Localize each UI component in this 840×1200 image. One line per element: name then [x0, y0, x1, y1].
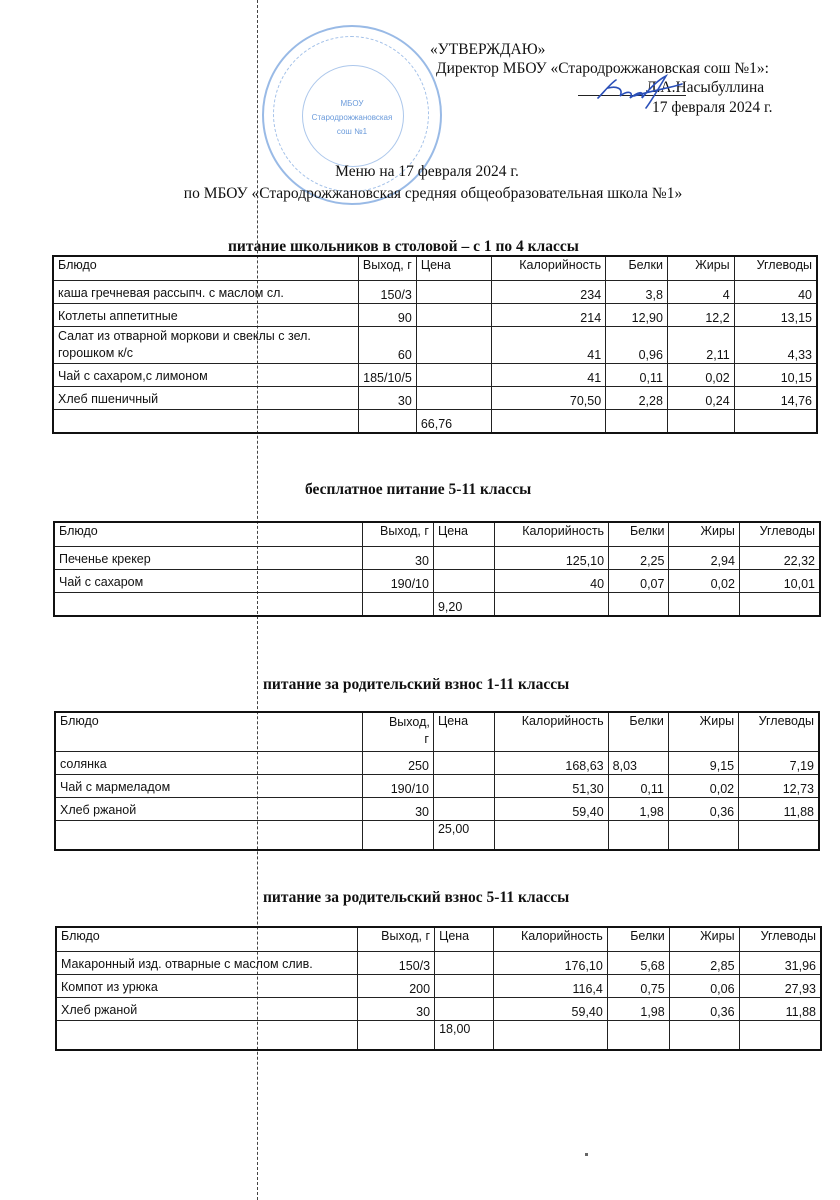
- total-price: 18,00: [435, 1021, 494, 1051]
- empty-cell: [362, 593, 433, 617]
- empty-cell: [734, 410, 817, 434]
- dish-carbs: 40: [734, 281, 817, 304]
- dish-price: [433, 775, 494, 798]
- dish-fat: 0,02: [668, 775, 738, 798]
- empty-cell: [668, 821, 738, 851]
- menu-subtitle: по МБОУ «Стародрожжановская средняя общеобразовательная школа №1»: [183, 185, 683, 202]
- col-fat: Жиры: [668, 712, 738, 752]
- dish-name: Котлеты аппетитные: [53, 304, 358, 327]
- dish-kcal: 234: [492, 281, 606, 304]
- total-row: [53, 410, 817, 434]
- dish-fat: 2,11: [667, 327, 734, 364]
- table-row: [55, 752, 819, 775]
- dish-fat: 12,2: [667, 304, 734, 327]
- dish-kcal: 176,10: [493, 952, 607, 975]
- dish-fat: 9,15: [668, 752, 738, 775]
- col-price: Цена: [435, 927, 494, 952]
- total-price: 25,00: [433, 821, 494, 851]
- col-dish: Блюдо: [56, 927, 358, 952]
- empty-cell: [362, 821, 433, 851]
- dish-carbs: 10,15: [734, 364, 817, 387]
- col-carbs: Углеводы: [739, 712, 819, 752]
- col-price: Цена: [416, 256, 492, 281]
- empty-cell: [492, 410, 606, 434]
- dish-fat: 4: [667, 281, 734, 304]
- col-carbs: Углеводы: [739, 522, 820, 547]
- empty-cell: [606, 410, 668, 434]
- dish-price: [416, 387, 492, 410]
- dish-price: [433, 798, 494, 821]
- section-title-1-4: питание школьников в столовой – с 1 по 4 классы: [228, 238, 579, 255]
- col-kcal: Калорийность: [492, 256, 606, 281]
- dish-name: Чай с мармеладом: [55, 775, 362, 798]
- dish-name: Хлеб ржаной: [55, 798, 362, 821]
- col-protein: Белки: [608, 712, 668, 752]
- dish-name: каша гречневая рассыпч. с маслом сл.: [53, 281, 358, 304]
- total-price: 66,76: [416, 410, 492, 434]
- table-row: [53, 327, 817, 364]
- dish-yield: 250: [362, 752, 433, 775]
- table-header: [55, 712, 819, 752]
- empty-cell: [609, 593, 669, 617]
- dish-kcal: 41: [492, 327, 606, 364]
- dish-kcal: 168,63: [495, 752, 608, 775]
- section-title-free-5-11: бесплатное питание 5-11 классы: [305, 481, 532, 498]
- dish-protein: 0,11: [608, 775, 668, 798]
- dish-carbs: 22,32: [739, 547, 820, 570]
- dish-name: Чай с сахаром,с лимоном: [53, 364, 358, 387]
- approval-date: 17 февраля 2024 г.: [652, 99, 773, 116]
- col-protein: Белки: [609, 522, 669, 547]
- col-price: Цена: [433, 522, 494, 547]
- empty-cell: [55, 821, 362, 851]
- col-price: Цена: [433, 712, 494, 752]
- dish-name: солянка: [55, 752, 362, 775]
- empty-cell: [607, 1021, 669, 1051]
- table-row: [56, 975, 821, 998]
- dish-carbs: 14,76: [734, 387, 817, 410]
- dish-fat: 0,02: [667, 364, 734, 387]
- dish-kcal: 41: [492, 364, 606, 387]
- menu-table-parent-5-11: [55, 926, 822, 1051]
- dish-name: Макаронный изд. отварные с маслом слив.: [56, 952, 358, 975]
- dish-protein: 1,98: [608, 798, 668, 821]
- col-yield-label: Выход, г: [388, 715, 430, 746]
- dish-fat: 0,24: [667, 387, 734, 410]
- col-yield: Выход, г: [358, 256, 416, 281]
- dish-price: [435, 998, 494, 1021]
- table-header: [53, 256, 817, 281]
- col-yield: Выход, г: [358, 927, 435, 952]
- dish-kcal: 70,50: [492, 387, 606, 410]
- dish-name: Печенье крекер: [54, 547, 362, 570]
- dish-kcal: 59,40: [493, 998, 607, 1021]
- empty-cell: [493, 1021, 607, 1051]
- empty-cell: [739, 821, 819, 851]
- stamp-line-3: сош №1: [336, 127, 368, 136]
- stamp-line-2: Стародрожжановская: [311, 113, 393, 122]
- signature-icon: [594, 74, 684, 110]
- empty-cell: [667, 410, 734, 434]
- empty-cell: [669, 1021, 739, 1051]
- col-kcal: Калорийность: [495, 522, 609, 547]
- dish-fat: 0,06: [669, 975, 739, 998]
- dish-carbs: 11,88: [739, 998, 821, 1021]
- dish-yield: 30: [358, 387, 416, 410]
- empty-cell: [608, 821, 668, 851]
- col-fat: Жиры: [667, 256, 734, 281]
- dish-kcal: 214: [492, 304, 606, 327]
- dish-carbs: 12,73: [739, 775, 819, 798]
- dish-price: [416, 281, 492, 304]
- dish-name: Хлеб пшеничный: [53, 387, 358, 410]
- empty-cell: [358, 1021, 435, 1051]
- table-row: [53, 304, 817, 327]
- dish-yield: 190/10: [362, 570, 433, 593]
- dish-kcal: 125,10: [495, 547, 609, 570]
- col-fat: Жиры: [669, 927, 739, 952]
- table-header: [54, 522, 820, 547]
- empty-cell: [54, 593, 362, 617]
- col-dish: Блюдо: [55, 712, 362, 752]
- dish-yield: 30: [358, 998, 435, 1021]
- section-title-parent-5-11: питание за родительский взнос 5-11 классы: [263, 889, 570, 906]
- dish-carbs: 4,33: [734, 327, 817, 364]
- table-row: [53, 364, 817, 387]
- table-row: [54, 547, 820, 570]
- dish-yield: 200: [358, 975, 435, 998]
- col-protein: Белки: [606, 256, 668, 281]
- dish-name: Хлеб ржаной: [56, 998, 358, 1021]
- dish-kcal: 116,4: [493, 975, 607, 998]
- dish-price: [416, 304, 492, 327]
- dish-yield: 30: [362, 547, 433, 570]
- dish-protein: 5,68: [607, 952, 669, 975]
- dish-kcal: 59,40: [495, 798, 608, 821]
- dish-protein: 1,98: [607, 998, 669, 1021]
- approval-position: Директор МБОУ «Стародрожжановская сош №1»:: [436, 60, 769, 77]
- table-row: [55, 775, 819, 798]
- menu-table-1-4: [52, 255, 818, 434]
- empty-cell: [739, 1021, 821, 1051]
- col-carbs: Углеводы: [734, 256, 817, 281]
- col-dish: Блюдо: [54, 522, 362, 547]
- dish-carbs: 13,15: [734, 304, 817, 327]
- approval-signatory: Л.А.Насыбуллина: [646, 79, 765, 96]
- dish-carbs: 11,88: [739, 798, 819, 821]
- dish-price: [433, 547, 494, 570]
- menu-table-parent-1-11: [54, 711, 820, 851]
- table-row: [56, 952, 821, 975]
- table-header: [56, 927, 821, 952]
- empty-cell: [495, 821, 608, 851]
- dish-yield: 185/10/5: [358, 364, 416, 387]
- dish-fat: 2,85: [669, 952, 739, 975]
- col-yield: [362, 712, 433, 752]
- dish-carbs: 27,93: [739, 975, 821, 998]
- dish-protein: 2,25: [609, 547, 669, 570]
- dish-protein: 0,07: [609, 570, 669, 593]
- dish-carbs: 31,96: [739, 952, 821, 975]
- dish-protein: 0,11: [606, 364, 668, 387]
- dish-name: Компот из урюка: [56, 975, 358, 998]
- dish-yield: 150/3: [358, 952, 435, 975]
- dish-yield: 150/3: [358, 281, 416, 304]
- total-price: 9,20: [433, 593, 494, 617]
- approval-heading: «УТВЕРЖДАЮ»: [430, 41, 546, 58]
- dish-yield: 190/10: [362, 775, 433, 798]
- table-row: [54, 570, 820, 593]
- dish-name: Салат из отварной моркови и свеклы с зел. горошком к/с: [53, 327, 358, 364]
- dish-price: [416, 327, 492, 364]
- scan-speck: [585, 1153, 588, 1156]
- dish-yield: 30: [362, 798, 433, 821]
- dish-price: [435, 952, 494, 975]
- dish-kcal: 40: [495, 570, 609, 593]
- empty-cell: [56, 1021, 358, 1051]
- col-carbs: Углеводы: [739, 927, 821, 952]
- empty-cell: [495, 593, 609, 617]
- menu-title: Меню на 17 февраля 2024 г.: [335, 163, 519, 180]
- dish-protein: 0,75: [607, 975, 669, 998]
- table-row: [53, 387, 817, 410]
- dish-protein: 2,28: [606, 387, 668, 410]
- empty-cell: [739, 593, 820, 617]
- stamp-line-1: МБОУ: [340, 99, 364, 108]
- dish-carbs: 7,19: [739, 752, 819, 775]
- col-dish: Блюдо: [53, 256, 358, 281]
- total-row: [56, 1021, 821, 1051]
- dish-protein: 3,8: [606, 281, 668, 304]
- dish-price: [435, 975, 494, 998]
- dish-yield: 60: [358, 327, 416, 364]
- dish-name: Чай с сахаром: [54, 570, 362, 593]
- dish-carbs: 10,01: [739, 570, 820, 593]
- empty-cell: [669, 593, 739, 617]
- dish-protein: 12,90: [606, 304, 668, 327]
- dish-kcal: 51,30: [495, 775, 608, 798]
- dish-protein: 0,96: [606, 327, 668, 364]
- dish-fat: 2,94: [669, 547, 739, 570]
- dish-price: [433, 570, 494, 593]
- dish-protein: 8,03: [608, 752, 668, 775]
- dish-fat: 0,02: [669, 570, 739, 593]
- dish-price: [433, 752, 494, 775]
- col-fat: Жиры: [669, 522, 739, 547]
- col-yield: Выход, г: [362, 522, 433, 547]
- total-row: [55, 821, 819, 851]
- section-title-parent-1-11: питание за родительский взнос 1-11 классы: [263, 676, 570, 693]
- table-row: [55, 798, 819, 821]
- empty-cell: [358, 410, 416, 434]
- col-kcal: Калорийность: [495, 712, 608, 752]
- total-row: [54, 593, 820, 617]
- table-row: [53, 281, 817, 304]
- col-protein: Белки: [607, 927, 669, 952]
- dish-fat: 0,36: [668, 798, 738, 821]
- empty-cell: [53, 410, 358, 434]
- dish-price: [416, 364, 492, 387]
- menu-table-free-5-11: [53, 521, 821, 617]
- table-row: [56, 998, 821, 1021]
- dish-yield: 90: [358, 304, 416, 327]
- col-kcal: Калорийность: [493, 927, 607, 952]
- dish-fat: 0,36: [669, 998, 739, 1021]
